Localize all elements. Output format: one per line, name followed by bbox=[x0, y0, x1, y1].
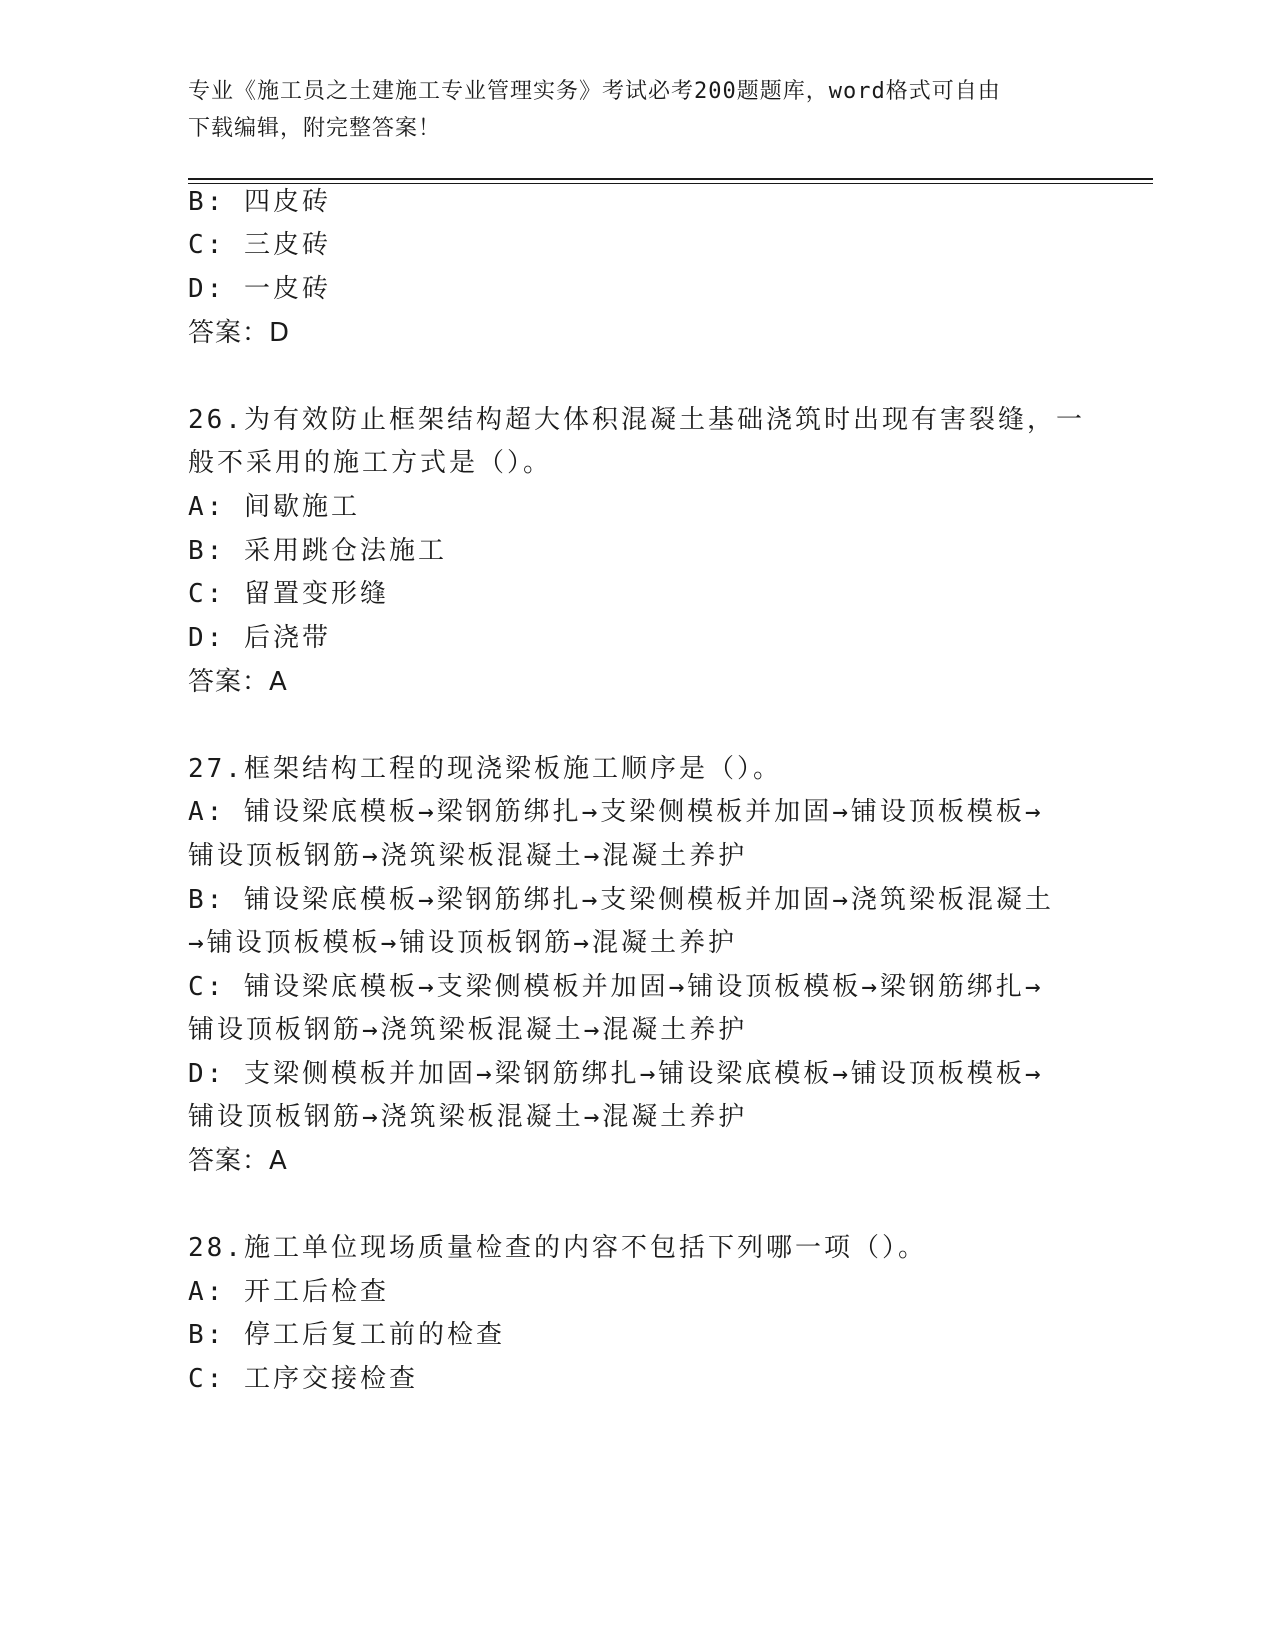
q28-option-b: B: 停工后复工前的检查 bbox=[188, 1320, 505, 1350]
q25-option-c: C: 三皮砖 bbox=[188, 230, 331, 260]
q26-option-a: A: 间歇施工 bbox=[188, 492, 360, 522]
q27-answer: 答案：A bbox=[188, 1146, 288, 1176]
document-page bbox=[188, 0, 1153, 1650]
q27-option-c-line-1: C: 铺设梁底模板→支梁侧模板并加固→铺设顶板模板→梁钢筋绑扎→ bbox=[188, 972, 1044, 1002]
q27-option-b-line-2: →铺设顶板模板→铺设顶板钢筋→混凝土养护 bbox=[188, 928, 737, 958]
q28-stem: 28.施工单位现场质量检查的内容不包括下列哪一项（）。 bbox=[188, 1233, 927, 1263]
q26-stem-line-1: 26.为有效防止框架结构超大体积混凝土基础浇筑时出现有害裂缝，一 bbox=[188, 405, 1085, 435]
q28-option-a: A: 开工后检查 bbox=[188, 1277, 389, 1307]
q26-option-d: D: 后浇带 bbox=[188, 623, 331, 653]
q27-option-a-line-2: 铺设顶板钢筋→浇筑梁板混凝土→混凝土养护 bbox=[188, 841, 748, 871]
q25-answer: 答案：D bbox=[188, 318, 291, 348]
q27-option-c-line-2: 铺设顶板钢筋→浇筑梁板混凝土→混凝土养护 bbox=[188, 1015, 748, 1045]
q27-option-d-line-2: 铺设顶板钢筋→浇筑梁板混凝土→混凝土养护 bbox=[188, 1102, 748, 1132]
q26-option-b: B: 采用跳仓法施工 bbox=[188, 536, 447, 566]
q27-option-b-line-1: B: 铺设梁底模板→梁钢筋绑扎→支梁侧模板并加固→浇筑梁板混凝土 bbox=[188, 885, 1054, 915]
header-line-2: 下载编辑，附完整答案！ bbox=[188, 116, 442, 141]
q27-option-d-line-1: D: 支梁侧模板并加固→梁钢筋绑扎→铺设梁底模板→铺设顶板模板→ bbox=[188, 1059, 1044, 1089]
header-line-1: 专业《施工员之土建施工专业管理实务》考试必考200题题库，word格式可自由 bbox=[188, 79, 1001, 104]
document-header bbox=[188, 73, 1088, 147]
q26-option-c: C: 留置变形缝 bbox=[188, 579, 389, 609]
q26-stem-line-2: 般不采用的施工方式是（）。 bbox=[188, 448, 553, 478]
q25-option-d: D: 一皮砖 bbox=[188, 274, 331, 304]
q27-option-a-line-1: A: 铺设梁底模板→梁钢筋绑扎→支梁侧模板并加固→铺设顶板模板→ bbox=[188, 797, 1044, 827]
q26-answer: 答案：A bbox=[188, 667, 288, 697]
header-rule-thick bbox=[188, 178, 1153, 180]
q27-stem: 27.框架结构工程的现浇梁板施工顺序是（）。 bbox=[188, 754, 782, 784]
q25-option-b: B: 四皮砖 bbox=[188, 187, 331, 217]
q28-option-c: C: 工序交接检查 bbox=[188, 1364, 418, 1394]
